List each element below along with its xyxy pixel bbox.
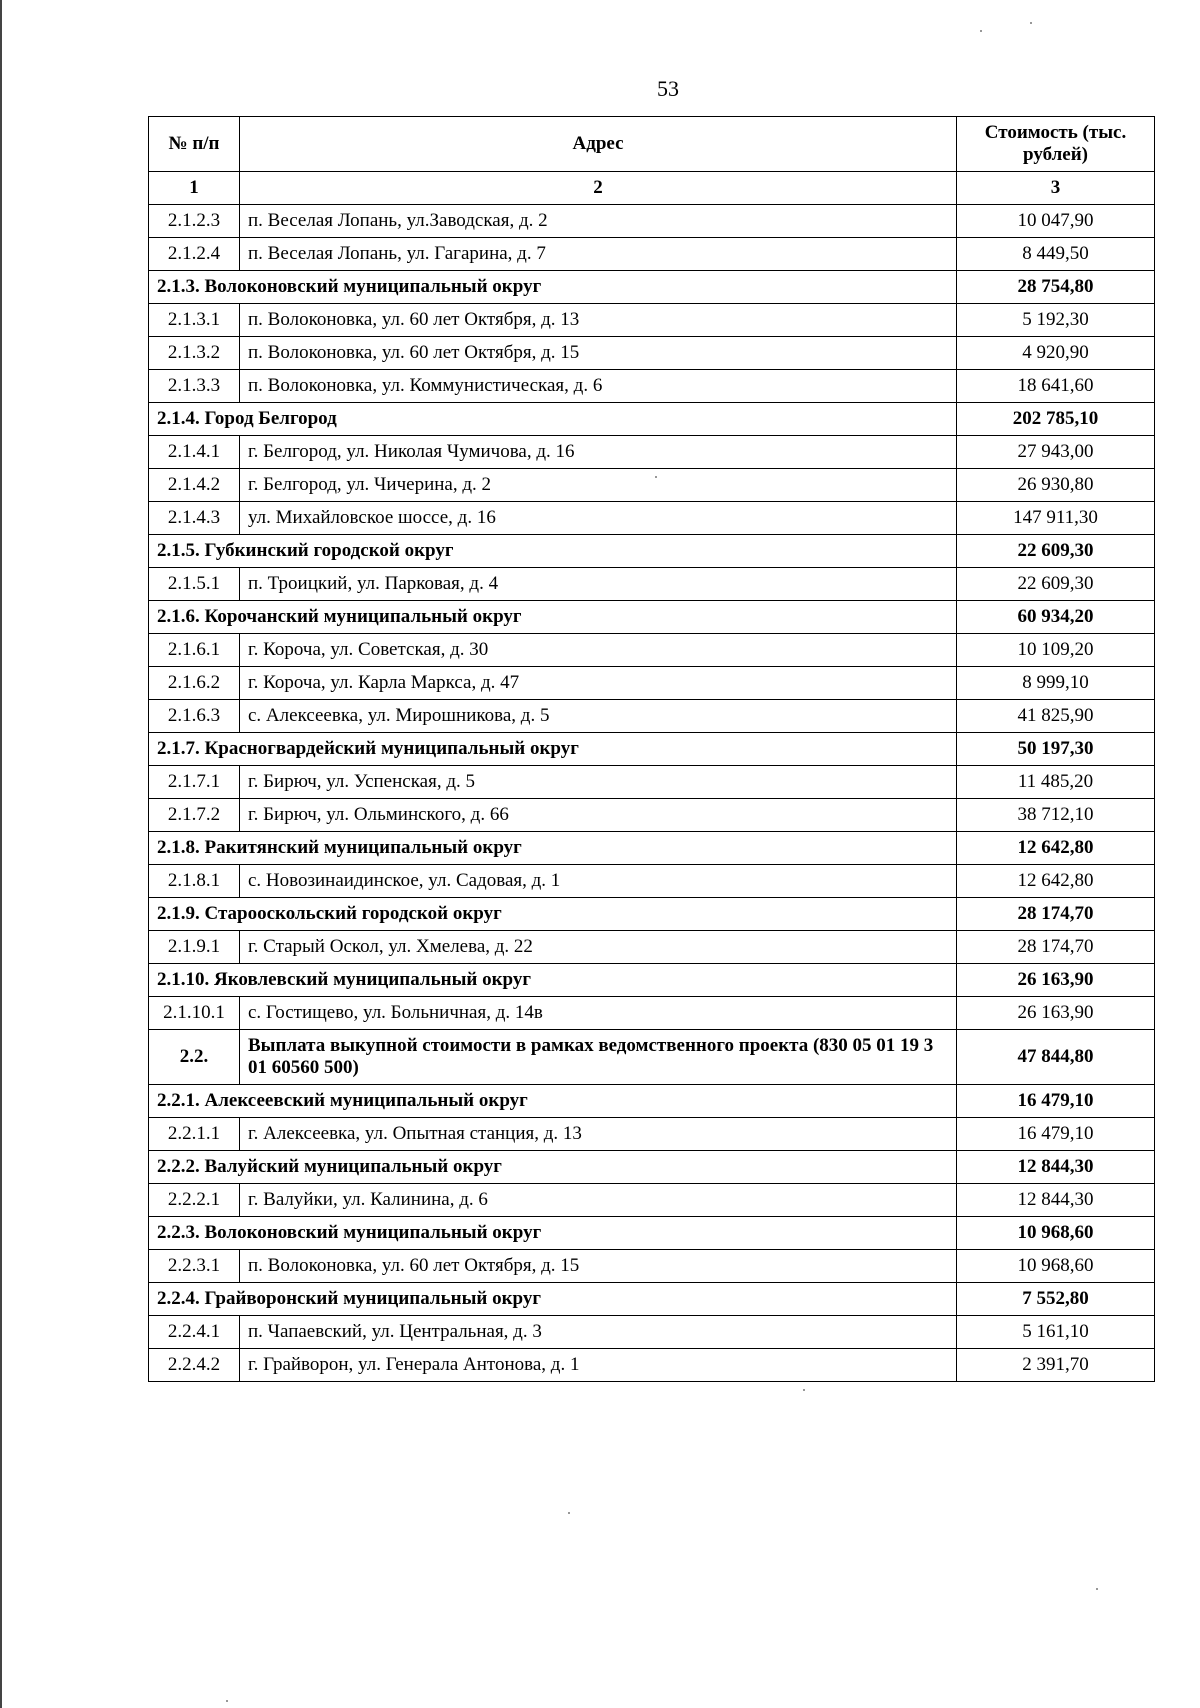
row-number: 2.1.9.1 xyxy=(149,931,240,964)
row-number: 2.1.4.1 xyxy=(149,436,240,469)
row-cost: 8 449,50 xyxy=(957,238,1155,271)
table-row xyxy=(149,700,1155,733)
row-cost: 16 479,10 xyxy=(957,1118,1155,1151)
row-address: г. Короча, ул. Советская, д. 30 xyxy=(240,634,957,667)
table-row xyxy=(149,1184,1155,1217)
section-title: 2.1.4. Город Белгород xyxy=(149,403,957,436)
section-title: 2.2.3. Волоконовский муниципальный округ xyxy=(149,1217,957,1250)
row-number: 2.2.4.1 xyxy=(149,1316,240,1349)
row-address: п. Троицкий, ул. Парковая, д. 4 xyxy=(240,568,957,601)
row-cost: 18 641,60 xyxy=(957,370,1155,403)
section-row xyxy=(149,1085,1155,1118)
row-number: 2.1.6.2 xyxy=(149,667,240,700)
table-row xyxy=(149,1349,1155,1382)
row-cost: 5 161,10 xyxy=(957,1316,1155,1349)
section-row xyxy=(149,1151,1155,1184)
row-address: г. Бирюч, ул. Успенская, д. 5 xyxy=(240,766,957,799)
section-cost: 10 968,60 xyxy=(957,1217,1155,1250)
row-cost: 5 192,30 xyxy=(957,304,1155,337)
row-number: 2.1.2.3 xyxy=(149,205,240,238)
row-cost: 147 911,30 xyxy=(957,502,1155,535)
row-address: Выплата выкупной стоимости в рамках ведомственного проекта (830 05 01 19 3 01 60560 500) xyxy=(240,1030,957,1085)
table-row xyxy=(149,634,1155,667)
section-title: 2.2.4. Грайворонский муниципальный округ xyxy=(149,1283,957,1316)
header-col-cost: Стоимость (тыс. рублей) xyxy=(957,117,1155,172)
row-address: п. Волоконовка, ул. 60 лет Октября, д. 15 xyxy=(240,337,957,370)
row-cost: 27 943,00 xyxy=(957,436,1155,469)
row-address: с. Гостищево, ул. Больничная, д. 14в xyxy=(240,997,957,1030)
section-row xyxy=(149,601,1155,634)
row-address: г. Короча, ул. Карла Маркса, д. 47 xyxy=(240,667,957,700)
table-body xyxy=(149,205,1155,1382)
section-cost: 50 197,30 xyxy=(957,733,1155,766)
section-row xyxy=(149,535,1155,568)
row-address: с. Алексеевка, ул. Мирошникова, д. 5 xyxy=(240,700,957,733)
row-number: 2.1.10.1 xyxy=(149,997,240,1030)
header-col-no: № п/п xyxy=(149,117,240,172)
table-row xyxy=(149,1250,1155,1283)
table-row xyxy=(149,304,1155,337)
row-cost: 12 844,30 xyxy=(957,1184,1155,1217)
page-number: 53 xyxy=(657,76,679,101)
row-address: г. Алексеевка, ул. Опытная станция, д. 13 xyxy=(240,1118,957,1151)
section-title: 2.1.3. Волоконовский муниципальный округ xyxy=(149,271,957,304)
group-row xyxy=(149,1030,1155,1085)
header-row xyxy=(149,117,1155,172)
row-number: 2.1.3.2 xyxy=(149,337,240,370)
table-row xyxy=(149,370,1155,403)
section-cost: 16 479,10 xyxy=(957,1085,1155,1118)
row-cost: 26 163,90 xyxy=(957,997,1155,1030)
row-address: г. Бирюч, ул. Ольминского, д. 66 xyxy=(240,799,957,832)
table-row xyxy=(149,931,1155,964)
section-title: 2.1.7. Красногвардейский муниципальный округ xyxy=(149,733,957,766)
row-address: г. Белгород, ул. Чичерина, д. 2 xyxy=(240,469,957,502)
section-title: 2.1.9. Старооскольский городской округ xyxy=(149,898,957,931)
row-number: 2.1.3.3 xyxy=(149,370,240,403)
row-cost: 41 825,90 xyxy=(957,700,1155,733)
table-row xyxy=(149,799,1155,832)
row-cost: 10 047,90 xyxy=(957,205,1155,238)
row-number: 2.1.7.2 xyxy=(149,799,240,832)
table-row xyxy=(149,1118,1155,1151)
scan-edge-line xyxy=(0,0,2,1708)
table-row xyxy=(149,667,1155,700)
section-title: 2.1.5. Губкинский городской округ xyxy=(149,535,957,568)
row-address: г. Валуйки, ул. Калинина, д. 6 xyxy=(240,1184,957,1217)
row-cost: 8 999,10 xyxy=(957,667,1155,700)
section-title: 2.2.2. Валуйский муниципальный округ xyxy=(149,1151,957,1184)
row-number: 2.1.4.2 xyxy=(149,469,240,502)
row-cost: 4 920,90 xyxy=(957,337,1155,370)
row-cost: 47 844,80 xyxy=(957,1030,1155,1085)
row-cost: 10 968,60 xyxy=(957,1250,1155,1283)
row-address: ул. Михайловское шоссе, д. 16 xyxy=(240,502,957,535)
section-cost: 12 642,80 xyxy=(957,832,1155,865)
row-cost: 22 609,30 xyxy=(957,568,1155,601)
row-number: 2.1.3.1 xyxy=(149,304,240,337)
table-row xyxy=(149,502,1155,535)
section-title: 2.1.8. Ракитянский муниципальный округ xyxy=(149,832,957,865)
row-number: 2.2.4.2 xyxy=(149,1349,240,1382)
row-cost: 26 930,80 xyxy=(957,469,1155,502)
row-number: 2.1.6.3 xyxy=(149,700,240,733)
table-row xyxy=(149,436,1155,469)
row-address: п. Чапаевский, ул. Центральная, д. 3 xyxy=(240,1316,957,1349)
row-address: п. Волоконовка, ул. 60 лет Октября, д. 15 xyxy=(240,1250,957,1283)
section-row xyxy=(149,832,1155,865)
row-address: г. Старый Оскол, ул. Хмелева, д. 22 xyxy=(240,931,957,964)
row-cost: 10 109,20 xyxy=(957,634,1155,667)
section-row xyxy=(149,964,1155,997)
cost-table xyxy=(148,116,1155,1382)
row-number: 2.1.7.1 xyxy=(149,766,240,799)
table-row xyxy=(149,205,1155,238)
section-cost: 202 785,10 xyxy=(957,403,1155,436)
section-cost: 26 163,90 xyxy=(957,964,1155,997)
table-row xyxy=(149,337,1155,370)
column-number-2: 2 xyxy=(240,172,957,205)
row-number: 2.2.3.1 xyxy=(149,1250,240,1283)
row-address: п. Волоконовка, ул. Коммунистическая, д. 6 xyxy=(240,370,957,403)
row-cost: 28 174,70 xyxy=(957,931,1155,964)
row-cost: 38 712,10 xyxy=(957,799,1155,832)
section-cost: 7 552,80 xyxy=(957,1283,1155,1316)
row-number: 2.1.6.1 xyxy=(149,634,240,667)
row-number: 2.2. xyxy=(149,1030,240,1085)
section-cost: 22 609,30 xyxy=(957,535,1155,568)
row-address: п. Веселая Лопань, ул.Заводская, д. 2 xyxy=(240,205,957,238)
row-address: г. Грайворон, ул. Генерала Антонова, д. 1 xyxy=(240,1349,957,1382)
section-cost: 28 174,70 xyxy=(957,898,1155,931)
section-title: 2.1.10. Яковлевский муниципальный округ xyxy=(149,964,957,997)
table-row xyxy=(149,865,1155,898)
section-cost: 12 844,30 xyxy=(957,1151,1155,1184)
section-row xyxy=(149,898,1155,931)
row-address: п. Веселая Лопань, ул. Гагарина, д. 7 xyxy=(240,238,957,271)
row-address: с. Новозинаидинское, ул. Садовая, д. 1 xyxy=(240,865,957,898)
row-cost: 11 485,20 xyxy=(957,766,1155,799)
row-cost: 12 642,80 xyxy=(957,865,1155,898)
table-row xyxy=(149,997,1155,1030)
row-number: 2.1.4.3 xyxy=(149,502,240,535)
row-number: 2.1.2.4 xyxy=(149,238,240,271)
column-number-3: 3 xyxy=(957,172,1155,205)
section-row xyxy=(149,403,1155,436)
section-title: 2.1.6. Корочанский муниципальный округ xyxy=(149,601,957,634)
row-address: г. Белгород, ул. Николая Чумичова, д. 16 xyxy=(240,436,957,469)
row-address: п. Волоконовка, ул. 60 лет Октября, д. 13 xyxy=(240,304,957,337)
section-row xyxy=(149,1283,1155,1316)
row-number: 2.2.1.1 xyxy=(149,1118,240,1151)
row-number: 2.1.8.1 xyxy=(149,865,240,898)
section-cost: 28 754,80 xyxy=(957,271,1155,304)
table-row xyxy=(149,469,1155,502)
section-title: 2.2.1. Алексеевский муниципальный округ xyxy=(149,1085,957,1118)
column-number-1: 1 xyxy=(149,172,240,205)
table-row xyxy=(149,568,1155,601)
table-row xyxy=(149,766,1155,799)
row-cost: 2 391,70 xyxy=(957,1349,1155,1382)
section-cost: 60 934,20 xyxy=(957,601,1155,634)
section-row xyxy=(149,271,1155,304)
table-row xyxy=(149,238,1155,271)
row-number: 2.2.2.1 xyxy=(149,1184,240,1217)
column-number-row xyxy=(149,172,1155,205)
section-row xyxy=(149,1217,1155,1250)
row-number: 2.1.5.1 xyxy=(149,568,240,601)
header-col-address: Адрес xyxy=(240,117,957,172)
section-row xyxy=(149,733,1155,766)
table-row xyxy=(149,1316,1155,1349)
